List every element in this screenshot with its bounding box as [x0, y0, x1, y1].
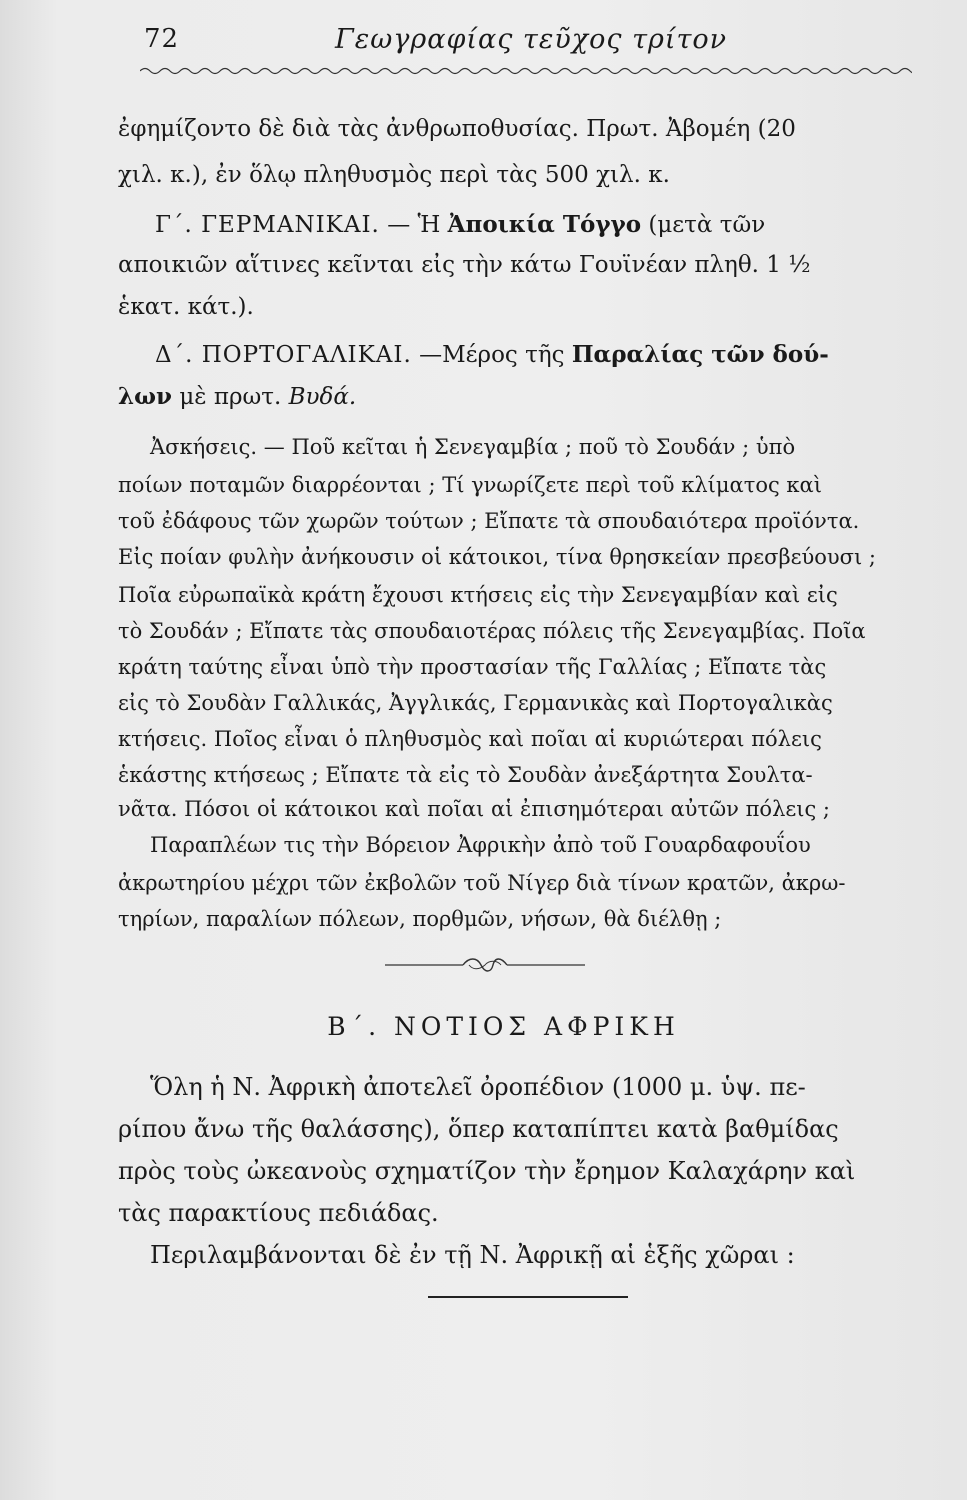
- south-line: ρίπου ἄνω τῆς θαλάσσης), ὅπερ καταπίπτει κατὰ βαθμίδας: [118, 1115, 839, 1143]
- exercise-line: τοῦ ἐδάφους τῶν χωρῶν τούτων ; Εἴπατε τὰ σπουδαιότερα προϊόντα.: [118, 509, 860, 533]
- exercise-line: Ποῖα εὐρωπαϊκὰ κράτη ἔχουσι κτήσεις εἰς τὴν Σενεγαμβίαν καὶ εἰς: [118, 583, 838, 607]
- german-rest: (μετὰ τῶν: [648, 212, 766, 238]
- south-line: πρὸς τοὺς ὠκεανοὺς σχηματίζον τὴν ἔρημον Καλαχάρην καὶ: [118, 1157, 856, 1185]
- south-line: Ὅλη ἡ Ν. Ἀφρικὴ ἀποτελεῖ ὀροπέδιον (1000 μ. ὑψ. πε-: [150, 1073, 806, 1101]
- portuguese-rest: μὲ πρωτ.: [179, 384, 282, 410]
- running-title: Γεωγραφίας τεῦχος τρίτον: [335, 24, 728, 55]
- exercise-line: εἰς τὸ Σουδὰν Γαλλικάς, Ἀγγλικάς, Γερμανικὰς καὶ Πορτογαλικὰς: [118, 691, 833, 715]
- page-number: 72: [144, 24, 180, 54]
- exercise-line: ἀκρωτηρίου μέχρι τῶν ἐκβολῶν τοῦ Νίγερ διὰ τίνων κρατῶν, ἀκρω-: [118, 871, 846, 895]
- german-colonies-line: [155, 208, 765, 242]
- portuguese-line-2: [118, 380, 356, 414]
- exercise-line: κτήσεις. Ποῖος εἶναι ὁ πληθυσμὸς καὶ ποῖαι αἱ κυριώτεραι πόλεις: [118, 727, 822, 751]
- page-header: [140, 18, 910, 68]
- text-line: ἐφημίζοντο δὲ διὰ τὰς ἀνθρωποθυσίας. Πρωτ. Ἀβομέη (20: [118, 116, 796, 142]
- wavy-header-rule: [140, 64, 912, 78]
- portuguese-heading: Δ΄. ΠΟΡΤΟΓΑΛΙΚΑΙ.: [155, 342, 412, 368]
- exercise-line: κράτη ταύτης εἶναι ὑπὸ τὴν προστασίαν τῆς Γαλλίας ; Εἴπατε τὰς: [118, 655, 827, 679]
- slave-coast-cont: λων: [118, 383, 172, 410]
- exercise-line: Ἀσκήσεις. — Ποῦ κεῖται ἡ Σενεγαμβία ; ποῦ τὸ Σουδάν ; ὑπὸ: [150, 435, 796, 459]
- slave-coast: Παραλίας τῶν δού-: [571, 341, 829, 368]
- section-title: Β΄. ΝΟΤΙΟΣ ΑΦΡΙΚΗ: [327, 1012, 680, 1041]
- togo-colony: Ἀποικία Τόγγο: [447, 211, 642, 238]
- exercise-line: νᾶτα. Πόσοι οἱ κάτοικοι καὶ ποῖαι αἱ ἐπισημότεραι αὐτῶν πόλεις ;: [118, 797, 831, 821]
- exercise-line: τηρίων, παραλίων πόλεων, πορθμῶν, νήσων, θὰ διέλθῃ ;: [118, 907, 722, 931]
- bottom-rule: [428, 1296, 628, 1298]
- ornament-divider: [385, 952, 585, 978]
- exercise-line: ποίων ποταμῶν διαρρέονται ; Τί γνωρίζετε περὶ τοῦ κλίματος καὶ: [118, 473, 822, 497]
- portuguese-line: [155, 338, 829, 372]
- exercise-line: Εἰς ποίαν φυλὴν ἀνήκουσιν οἱ κάτοικοι, τίνα θρησκείαν πρεσβεύουσι ;: [118, 545, 876, 569]
- south-line: Περιλαμβάνονται δὲ ἐν τῇ Ν. Ἀφρικῇ αἱ ἑξῆς χῶραι :: [150, 1241, 795, 1269]
- south-line: τὰς παρακτίους πεδιάδας.: [118, 1199, 439, 1227]
- exercise-line: ἑκάστης κτήσεως ; Εἴπατε τὰ εἰς τὸ Σουδὰν ἀνεξάρτητα Σουλτα-: [118, 763, 813, 787]
- exercise-line: τὸ Σουδάν ; Εἴπατε τὰς σπουδαιοτέρας πόλεις τῆς Σενεγαμβίας. Ποῖα: [118, 619, 866, 643]
- exercise-line: Παραπλέων τις τὴν Βόρειον Ἀφρικὴν ἀπὸ τοῦ Γουαρδαφουΐου: [150, 833, 811, 857]
- text-line: αποικιῶν αἵτινες κεῖνται εἰς τὴν κάτω Γουϊνέαν πληθ. 1 ½: [118, 252, 811, 278]
- text-line: χιλ. κ.), ἐν ὅλῳ πληθυσμὸς περὶ τὰς 500 χιλ. κ.: [118, 162, 670, 188]
- portuguese-dash: —Μέρος τῆς: [419, 342, 565, 368]
- capital-name: Βυδά.: [288, 384, 357, 410]
- german-dash: — Ἡ: [387, 212, 441, 238]
- text-line: ἑκατ. κάτ.).: [118, 294, 254, 320]
- german-heading: Γ΄. ΓΕΡΜΑΝΙΚΑΙ.: [155, 212, 380, 238]
